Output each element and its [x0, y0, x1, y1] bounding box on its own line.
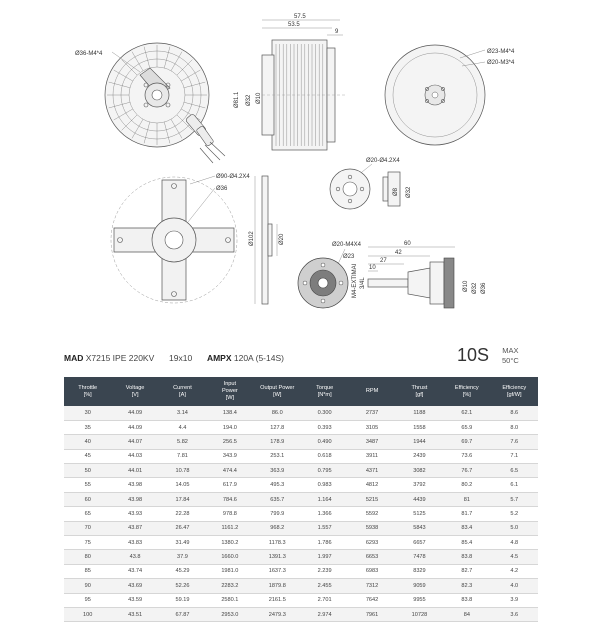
- motor-rear-view: [385, 45, 515, 145]
- table-cell: 44.09: [111, 420, 158, 434]
- table-cell: 1637.3: [254, 564, 301, 578]
- table-cell: 363.9: [254, 464, 301, 478]
- table-body: [64, 406, 538, 622]
- table-row: [64, 449, 538, 463]
- mount-front-view: [111, 174, 250, 303]
- table-cell: 1178.3: [254, 536, 301, 550]
- table-cell: 0.795: [301, 464, 348, 478]
- prop-front-label-4: 3/4L: [360, 277, 366, 289]
- table-cell: 799.9: [254, 507, 301, 521]
- prop-side-dim-6: Ø32: [472, 282, 478, 294]
- column-header-line: Thrust: [411, 384, 428, 391]
- table-row: [64, 579, 538, 593]
- column-header-line: Input: [223, 381, 237, 387]
- table-cell: 3082: [396, 464, 443, 478]
- table-cell: 73.6: [443, 449, 490, 463]
- table-cell: 0.618: [301, 449, 348, 463]
- table-cell: 82.7: [443, 564, 490, 578]
- table-cell: 256.5: [206, 435, 253, 449]
- motor-model: X7215 IPE 220KV: [85, 353, 155, 363]
- motor-spec-header: [64, 343, 538, 375]
- table-cell: 30: [64, 406, 111, 420]
- table-cell: 26.47: [159, 521, 206, 535]
- table-cell: 17.84: [159, 492, 206, 506]
- column-header: [206, 377, 253, 406]
- adapter-view: [330, 158, 412, 209]
- mount-dim-outer: Ø102: [249, 231, 255, 246]
- table-cell: 9059: [396, 579, 443, 593]
- prop-side-dim-5: Ø10: [463, 280, 469, 292]
- table-cell: 1.997: [301, 550, 348, 564]
- table-cell: 31.49: [159, 536, 206, 550]
- motor-front-view: [75, 43, 225, 163]
- table-cell: 127.8: [254, 420, 301, 434]
- prop-side-dim-4: 10: [369, 265, 376, 271]
- table-cell: 2.239: [301, 564, 348, 578]
- column-header-line: Current: [173, 384, 192, 391]
- column-header-line: Voltage: [125, 384, 145, 391]
- table-cell: 3.14: [159, 406, 206, 420]
- column-header: [348, 377, 395, 406]
- table-cell: 65.9: [443, 420, 490, 434]
- table-cell: 80: [64, 550, 111, 564]
- table-cell: 978.8: [206, 507, 253, 521]
- performance-table: [64, 377, 538, 622]
- mount-label-2: Ø36: [216, 186, 228, 192]
- column-header-line: Throttle: [78, 384, 98, 391]
- table-cell: 81: [443, 492, 490, 506]
- table-cell: 8.6: [491, 406, 538, 420]
- table-cell: 8.0: [491, 420, 538, 434]
- table-cell: 45.29: [159, 564, 206, 578]
- table-cell: 4812: [348, 478, 395, 492]
- prop-front-label-2: Ø23: [343, 254, 355, 260]
- table-cell: 5.7: [491, 492, 538, 506]
- motor-brand: MAD: [64, 353, 84, 363]
- prop-adapter-front-view: [298, 242, 366, 308]
- table-cell: 3792: [396, 478, 443, 492]
- column-header-line: Output Power: [260, 384, 295, 391]
- table-cell: 52.26: [159, 579, 206, 593]
- table-cell: 1.164: [301, 492, 348, 506]
- table-row: [64, 492, 538, 506]
- front-bolt-label: Ø36-M4*4: [75, 51, 103, 57]
- table-cell: 43.98: [111, 492, 158, 506]
- column-header-line: Power: [221, 388, 238, 394]
- adapter-dim-small: Ø8: [393, 187, 399, 196]
- table-cell: 50: [64, 464, 111, 478]
- table-cell: 3105: [348, 420, 395, 434]
- table-cell: 1660.0: [206, 550, 253, 564]
- table-cell: 8329: [396, 564, 443, 578]
- table-row: [64, 521, 538, 535]
- table-cell: 343.9: [206, 449, 253, 463]
- table-cell: 2737: [348, 406, 395, 420]
- table-cell: 95: [64, 593, 111, 607]
- prop-side-dim-1: 60: [404, 241, 411, 247]
- table-cell: 7961: [348, 607, 395, 621]
- table-cell: 617.9: [206, 478, 253, 492]
- table-row: [64, 507, 538, 521]
- table-cell: 1.557: [301, 521, 348, 535]
- column-header-line: [%]: [83, 391, 92, 398]
- table-cell: 6653: [348, 550, 395, 564]
- battery-cells: 10S: [457, 345, 490, 365]
- side-dim-shaft-dia: Ø32: [246, 94, 252, 106]
- table-cell: 37.9: [159, 550, 206, 564]
- table-cell: 67.87: [159, 607, 206, 621]
- table-cell: 81.7: [443, 507, 490, 521]
- table-cell: 7.1: [491, 449, 538, 463]
- table-cell: 4.2: [491, 564, 538, 578]
- table-cell: 5592: [348, 507, 395, 521]
- table-cell: 100: [64, 607, 111, 621]
- table-cell: 1981.0: [206, 564, 253, 578]
- esc-brand: AMPX: [206, 353, 232, 363]
- table-cell: 2953.0: [206, 607, 253, 621]
- column-header: [443, 377, 490, 406]
- table-cell: 75: [64, 536, 111, 550]
- table-cell: 59.19: [159, 593, 206, 607]
- rear-label-1: Ø23-M4*4: [487, 49, 515, 55]
- mount-label-1: Ø90-Ø4.2X4: [216, 174, 250, 180]
- column-header: [396, 377, 443, 406]
- column-header-line: Efficiency: [454, 384, 479, 391]
- table-cell: 3.9: [491, 593, 538, 607]
- table-cell: 2.455: [301, 579, 348, 593]
- prop-side-dim-3: 27: [380, 258, 387, 264]
- table-cell: 4439: [396, 492, 443, 506]
- table-cell: 1380.2: [206, 536, 253, 550]
- column-header-line: [V]: [131, 391, 139, 398]
- column-header-line: Efficiency: [502, 384, 527, 391]
- table-cell: 1.786: [301, 536, 348, 550]
- table-cell: 2161.5: [254, 593, 301, 607]
- table-header-row: [64, 377, 538, 406]
- table-cell: 10.78: [159, 464, 206, 478]
- table-cell: 65: [64, 507, 111, 521]
- table-row: [64, 420, 538, 434]
- table-cell: 6.1: [491, 478, 538, 492]
- table-cell: 2479.3: [254, 607, 301, 621]
- table-cell: 7642: [348, 593, 395, 607]
- table-cell: 35: [64, 420, 111, 434]
- column-header: [301, 377, 348, 406]
- table-cell: 5.0: [491, 521, 538, 535]
- table-cell: 4371: [348, 464, 395, 478]
- column-header: [159, 377, 206, 406]
- table-cell: 1161.2: [206, 521, 253, 535]
- table-cell: 62.1: [443, 406, 490, 420]
- max-temp: 50°C: [502, 356, 519, 365]
- table-row: [64, 435, 538, 449]
- table-cell: 9955: [396, 593, 443, 607]
- rear-label-2: Ø20-M3*4: [487, 60, 515, 66]
- table-row: [64, 564, 538, 578]
- table-cell: 80.2: [443, 478, 490, 492]
- table-cell: 1558: [396, 420, 443, 434]
- column-header: [491, 377, 538, 406]
- table-cell: 1.366: [301, 507, 348, 521]
- table-cell: 2439: [396, 449, 443, 463]
- column-header-line: [W]: [225, 395, 235, 401]
- table-cell: 60: [64, 492, 111, 506]
- adapter-dim-large: Ø32: [406, 186, 412, 198]
- table-cell: 253.1: [254, 449, 301, 463]
- table-cell: 44.09: [111, 406, 158, 420]
- table-cell: 22.28: [159, 507, 206, 521]
- table-cell: 90: [64, 579, 111, 593]
- table-cell: 3487: [348, 435, 395, 449]
- table-cell: 5938: [348, 521, 395, 535]
- column-header: [64, 377, 111, 406]
- table-cell: 55: [64, 478, 111, 492]
- table-cell: 2580.1: [206, 593, 253, 607]
- table-cell: 7.81: [159, 449, 206, 463]
- table-cell: 10728: [396, 607, 443, 621]
- table-cell: 43.69: [111, 579, 158, 593]
- table-cell: 2.701: [301, 593, 348, 607]
- column-header-line: Torque: [316, 384, 334, 391]
- table-cell: 2.974: [301, 607, 348, 621]
- prop-adapter-side-view: [368, 241, 487, 308]
- column-header-line: [A]: [179, 391, 186, 398]
- table-cell: 7.6: [491, 435, 538, 449]
- table-cell: 44.01: [111, 464, 158, 478]
- mount-dim-inner: Ø20: [279, 233, 285, 245]
- column-header-line: [N*m]: [317, 391, 332, 398]
- motor-side-view: [234, 14, 345, 150]
- column-header: [111, 377, 158, 406]
- table-cell: 4.0: [491, 579, 538, 593]
- table-cell: 43.98: [111, 478, 158, 492]
- table-cell: 968.2: [254, 521, 301, 535]
- table-cell: 4.5: [491, 550, 538, 564]
- table-cell: 5.82: [159, 435, 206, 449]
- max-label: MAX: [502, 346, 519, 355]
- column-header-line: [W]: [273, 391, 282, 398]
- table-cell: 5125: [396, 507, 443, 521]
- table-cell: 0.983: [301, 478, 348, 492]
- table-cell: 194.0: [206, 420, 253, 434]
- table-cell: 5843: [396, 521, 443, 535]
- table-cell: 2283.2: [206, 579, 253, 593]
- table-cell: 6657: [396, 536, 443, 550]
- esc-model: 120A (5-14S): [233, 353, 284, 363]
- prop-side-dim-7: Ø36: [481, 282, 487, 294]
- table-cell: 83.8: [443, 550, 490, 564]
- table-cell: 1944: [396, 435, 443, 449]
- side-dim-body: 53.5: [288, 22, 300, 28]
- motor-spec-line: [64, 353, 284, 363]
- table-cell: 3911: [348, 449, 395, 463]
- table-cell: 6.5: [491, 464, 538, 478]
- table-cell: 4.8: [491, 536, 538, 550]
- table-cell: 85.4: [443, 536, 490, 550]
- table-cell: 84: [443, 607, 490, 621]
- side-dim-length: 57.5: [294, 14, 306, 20]
- table-cell: 43.59: [111, 593, 158, 607]
- table-cell: 0.490: [301, 435, 348, 449]
- table-cell: 3.6: [491, 607, 538, 621]
- table-cell: 82.3: [443, 579, 490, 593]
- side-dim-outer-dia: Ø81.1: [234, 91, 240, 108]
- mount-side-view: [249, 176, 285, 304]
- prop-side-dim-2: 42: [395, 250, 402, 256]
- table-cell: 43.74: [111, 564, 158, 578]
- table-row: [64, 593, 538, 607]
- prop-front-label-3: M4-EXTIMAI: [352, 263, 358, 298]
- prop-front-label-1: Ø20-M4X4: [332, 242, 362, 248]
- max-temp-block: [502, 346, 519, 366]
- table-cell: 7312: [348, 579, 395, 593]
- table-cell: 43.87: [111, 521, 158, 535]
- table-cell: 4.4: [159, 420, 206, 434]
- table-cell: 0.393: [301, 420, 348, 434]
- table-cell: 14.05: [159, 478, 206, 492]
- table-cell: 83.8: [443, 593, 490, 607]
- table-cell: 45: [64, 449, 111, 463]
- table-cell: 69.7: [443, 435, 490, 449]
- side-dim-flange: 9: [335, 29, 339, 35]
- table-cell: 635.7: [254, 492, 301, 506]
- table-cell: 43.51: [111, 607, 158, 621]
- column-header-line: [gf]: [415, 391, 424, 398]
- table-cell: 70: [64, 521, 111, 535]
- adapter-label: Ø20-Ø4.2X4: [366, 158, 400, 164]
- table-cell: 85: [64, 564, 111, 578]
- table-cell: 43.83: [111, 536, 158, 550]
- table-cell: 495.3: [254, 478, 301, 492]
- table-row: [64, 550, 538, 564]
- prop-size: 19x10: [169, 353, 193, 363]
- table-cell: 76.7: [443, 464, 490, 478]
- table-cell: 6983: [348, 564, 395, 578]
- column-header-line: RPM: [365, 388, 379, 394]
- table-cell: 178.9: [254, 435, 301, 449]
- table-cell: 44.03: [111, 449, 158, 463]
- table-cell: 83.4: [443, 521, 490, 535]
- table-cell: 7478: [396, 550, 443, 564]
- table-row: [64, 536, 538, 550]
- column-header-line: [gf/W]: [506, 391, 522, 398]
- table-cell: 474.4: [206, 464, 253, 478]
- table-cell: 5.2: [491, 507, 538, 521]
- table-row: [64, 406, 538, 420]
- table-cell: 784.6: [206, 492, 253, 506]
- table-cell: 1391.3: [254, 550, 301, 564]
- table-cell: 1188: [396, 406, 443, 420]
- table-cell: 6293: [348, 536, 395, 550]
- table-row: [64, 464, 538, 478]
- table-cell: 43.8: [111, 550, 158, 564]
- table-row: [64, 478, 538, 492]
- table-cell: 0.300: [301, 406, 348, 420]
- table-cell: 40: [64, 435, 111, 449]
- table-cell: 44.07: [111, 435, 158, 449]
- column-header-line: [%]: [462, 391, 471, 398]
- table-cell: 86.0: [254, 406, 301, 420]
- table-cell: 1879.8: [254, 579, 301, 593]
- side-dim-inner-dia: Ø10: [256, 92, 262, 104]
- table-row: [64, 607, 538, 621]
- column-header: [254, 377, 301, 406]
- table-cell: 138.4: [206, 406, 253, 420]
- table-cell: 5215: [348, 492, 395, 506]
- table-cell: 43.93: [111, 507, 158, 521]
